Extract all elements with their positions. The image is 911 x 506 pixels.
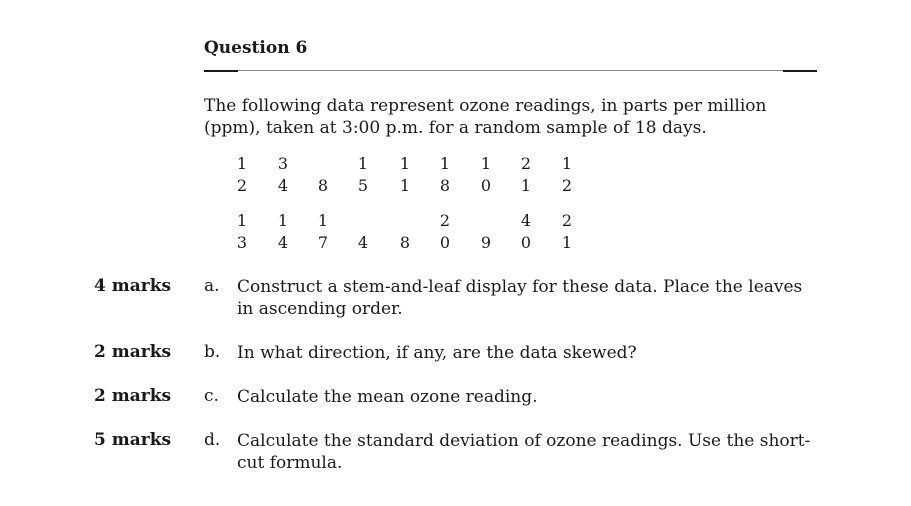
marks-b: 2 marks bbox=[94, 342, 172, 362]
data-digit: 4 bbox=[277, 176, 289, 195]
data-digit: 4 bbox=[357, 233, 369, 252]
question-title: Question 6 bbox=[204, 38, 308, 58]
question-intro: The following data represent ozone readings, in parts per million (ppm), taken at 3:00 p.m. for a random sample of 18 days. bbox=[204, 96, 767, 138]
data-digit: 1 bbox=[317, 211, 329, 230]
data-digit: 1 bbox=[236, 211, 248, 230]
data-digit: 3 bbox=[277, 154, 289, 173]
marks-c: 2 marks bbox=[94, 386, 172, 406]
data-digit: 2 bbox=[561, 176, 573, 195]
data-digit: 2 bbox=[236, 176, 248, 195]
title-divider bbox=[204, 70, 817, 71]
data-digit: 8 bbox=[439, 176, 451, 195]
data-digit: 1 bbox=[399, 154, 411, 173]
data-digit: 9 bbox=[480, 233, 492, 252]
data-digit: 7 bbox=[317, 233, 329, 252]
part-a-letter: a. bbox=[204, 276, 220, 296]
data-digit: 2 bbox=[561, 211, 573, 230]
data-digit: 3 bbox=[236, 233, 248, 252]
data-digit: 0 bbox=[480, 176, 492, 195]
marks-d: 5 marks bbox=[94, 430, 172, 450]
data-digit: 4 bbox=[520, 211, 532, 230]
data-digit: 1 bbox=[520, 176, 532, 195]
data-digit: 4 bbox=[277, 233, 289, 252]
data-digit: 1 bbox=[236, 154, 248, 173]
data-digit: 1 bbox=[480, 154, 492, 173]
data-digit: 0 bbox=[439, 233, 451, 252]
data-digit: 5 bbox=[357, 176, 369, 195]
part-a-text: Construct a stem-and-leaf display for these data. Place the leaves in ascending order. bbox=[237, 277, 803, 319]
part-b-text: In what direction, if any, are the data skewed? bbox=[237, 343, 637, 363]
part-c-text: Calculate the mean ozone reading. bbox=[237, 387, 538, 407]
data-digit: 1 bbox=[561, 154, 573, 173]
data-digit: 1 bbox=[399, 176, 411, 195]
part-c-letter: c. bbox=[204, 386, 219, 406]
data-digit: 8 bbox=[317, 176, 329, 195]
divider-cap-right bbox=[783, 70, 817, 72]
part-d-text: Calculate the standard deviation of ozone readings. Use the short-cut formula. bbox=[237, 431, 811, 473]
data-digit: 2 bbox=[520, 154, 532, 173]
part-d-letter: d. bbox=[204, 430, 221, 450]
data-digit: 1 bbox=[439, 154, 451, 173]
marks-a: 4 marks bbox=[94, 276, 172, 296]
data-digit: 8 bbox=[399, 233, 411, 252]
data-digit: 1 bbox=[357, 154, 369, 173]
data-digit: 2 bbox=[439, 211, 451, 230]
divider-cap-left bbox=[204, 70, 238, 72]
data-digit: 1 bbox=[561, 233, 573, 252]
data-digit: 1 bbox=[277, 211, 289, 230]
part-b-letter: b. bbox=[204, 342, 221, 362]
data-digit: 0 bbox=[520, 233, 532, 252]
